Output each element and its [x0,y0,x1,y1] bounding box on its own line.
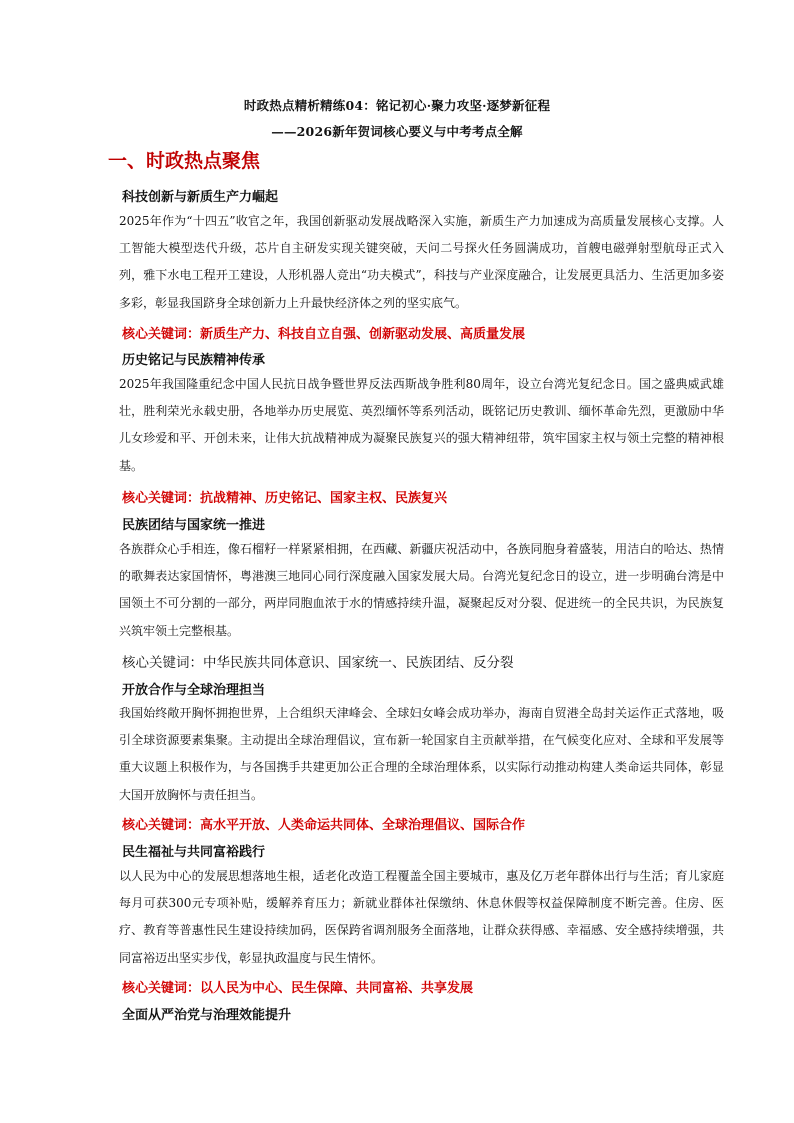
topic-heading: 民族团结与国家统一推进 [122,518,266,533]
topic-keywords: 核心关键词：抗战精神、历史铭记、国家主权、民族复兴 [122,491,448,506]
topic-paragraph: 各族群众心手相连，像石榴籽一样紧紧相拥，在西藏、新疆庆祝活动中，各族同胞身着盛装，用洁白的哈达、热情的歌舞表达家国情怀，粤港澳三地同心同行深度融入国家发展大局。台湾光复纪念日的设立，进一步明确台湾是中国领土不可分割的一部分，两岸同胞血浓于水的情感持续升温，凝聚起反对分裂、促进统一的全民共识，为民族复兴筑牢领土完整根基。 [119,542,724,638]
topic-paragraph: 2025年作为“十四五”收官之年，我国创新驱动发展战略深入实施，新质生产力加速成为高质量发展核心支撑。人工智能大模型迭代升级，芯片自主研发实现关键突破，天问二号探火任务圆满成功，首艘电磁弹射型航母正式入列，雅下水电工程开工建设，人形机器人竞出“功夫模式”，科技与产业深度融合，让发展更具活力、生活更加多姿多彩，彰显我国跻身全球创新力上升最快经济体之列的坚实底气。 [119,214,724,310]
topic-heading: 全面从严治党与治理效能提升 [122,1008,292,1023]
section-heading: 一、时政热点聚焦 [108,150,261,172]
topic-keywords: 核心关键词：新质生产力、科技自立自强、创新驱动发展、高质量发展 [122,327,526,342]
topic-keywords: 核心关键词：以人民为中心、民生保障、共同富裕、共享发展 [122,981,474,996]
topic-paragraph: 以人民为中心的发展思想落地生根，适老化改造工程覆盖全国主要城市，惠及亿万老年群体出行与生活；育儿家庭每月可获300元专项补贴，缓解养育压力；新就业群体社保缴纳、休息休假等权益保障制度不断完善。住房、医疗、教育等普惠性民生建设持续加码，医保跨省调剂服务全面落地，让群众获得感、幸福感、安全感持续增强，共同富裕迈出坚实步伐，彰显执政温度与民生情怀。 [119,869,724,965]
topic-heading: 民生福祉与共同富裕践行 [122,845,266,860]
topic-paragraph: 我国始终敞开胸怀拥抱世界，上合组织天津峰会、全球妇女峰会成功举办，海南自贸港全岛封关运作正式落地，吸引全球资源要素集聚。主动提出全球治理倡议，宣布新一轮国家自主贡献举措，在气候变化应对、全球和平发展等重大议题上积极作为，与各国携手共建更加公正合理的全球治理体系，以实际行动推动构建人类命运共同体，彰显大国开放胸怀与责任担当。 [119,706,724,802]
topic-heading: 开放合作与全球治理担当 [122,683,266,698]
topic-heading: 科技创新与新质生产力崛起 [122,190,279,205]
topic-keywords: 核心关键词：高水平开放、人类命运共同体、全球治理倡议、国际合作 [122,818,526,833]
document-title: 时政热点精析精练04：铭记初心·聚力攻坚·逐梦新征程 [243,98,551,113]
document-subtitle: ——2026新年贺词核心要义与中考考点全解 [271,124,523,139]
topic-heading: 历史铭记与民族精神传承 [122,353,266,368]
topic-paragraph: 2025年我国隆重纪念中国人民抗日战争暨世界反法西斯战争胜利80周年，设立台湾光复纪念日。国之盛典威武雄壮，胜利荣光永载史册，各地举办历史展览、英烈缅怀等系列活动，既铭记历史教训、缅怀革命先烈，更激励中华儿女珍爱和平、开创未来，让伟大抗战精神成为凝聚民族复兴的强大精神纽带，筑牢国家主权与领土完整的精神根基。 [119,377,724,473]
topic-keywords: 核心关键词：中华民族共同体意识、国家统一、民族团结、反分裂 [122,655,514,671]
